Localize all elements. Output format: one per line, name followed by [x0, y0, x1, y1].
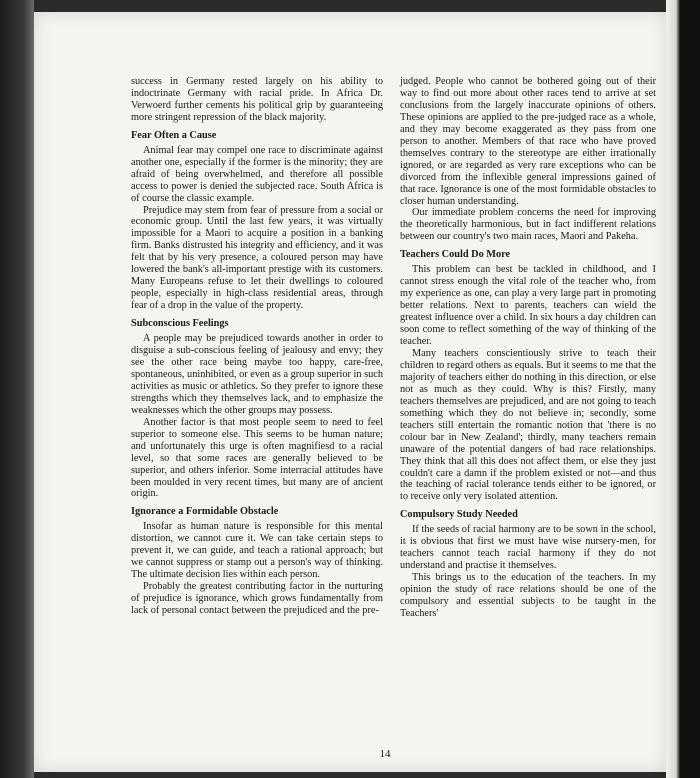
- scan-left-edge: [0, 0, 34, 778]
- section-heading-teachers: Teachers Could Do More: [400, 249, 511, 261]
- section-heading-fear: Fear Often a Cause: [131, 129, 217, 141]
- document-page: [34, 12, 666, 772]
- section-heading-subconscious: Subconscious Feelings: [131, 318, 229, 330]
- paragraph: Our immediate problem concerns the need for improving the theoretically harmonious, but in fact indifferent relations between our country's two main races, Maori and Pakeha.: [400, 207, 656, 243]
- paragraph: Another factor is that most people seem to need to feel superior to someone else. This seems to be human nature; and unfortunately this urge is often magnifiesd to a racial level, so that some races are generally believed to be superior, and others inferior. Some interracial attitudes have been moulded in very recent times, but many are of ancient origin.: [131, 416, 383, 500]
- paragraph: Many teachers conscientiously strive to teach their children to regard others as equals. But it seems to me that the majority of teachers either do nothing in this direction, or else not as much as they could. Why is this? Firstly, many teachers themselves are prejudiced, and are not going to teach something which they do not believe in; secondly, some teachers still entertain the romantic notion that 'there is no colour bar in New Zealand'; thirdly, many teachers remain unaware of the potential dangers of bad race relationships. They think that all this does not affect them, or else they just couldn't care a damn if the problem existed or not—and thus the teaching of racial tolerance tends either to be ignored, or to receive only very isolated attention.: [400, 347, 656, 503]
- paragraph: judged. People who cannot be bothered going out of their way to find out more about other races tend to arrive at set conclusions from the largely inaccurate opinions of others. These opinions are applied to the pre-judged race as a whole, and they may become exaggerated as they pass from one person to another. Members of that race who have proved themselves contrary to the stereotype are either irrationally ignored, or are regarded as very rare exceptions who can be divorced from the inflexible general impressions gained of that race. Ignorance is one of the most formidable obstacles to closer human understanding.: [400, 76, 656, 207]
- paragraph: Animal fear may compel one race to discriminate against another one, especially if the former is the minority; they are afraid of being overwhelmed, and therefore all possible access to power is denied the subjected race. South Africa is of course the classic example.: [131, 144, 383, 204]
- right-column: [400, 76, 656, 620]
- left-column: [131, 76, 383, 617]
- page-number: 14: [379, 748, 391, 760]
- paragraph: This brings us to the education of the teachers. In my opinion the study of race relations should be one of the compulsory and essential subjects to be taught in the Teachers': [400, 572, 656, 619]
- section-heading-ignorance: Ignorance a Formidable Obstacle: [131, 506, 279, 518]
- scan-right-edge: [666, 0, 700, 778]
- section-heading-compulsory: Compulsory Study Needed: [400, 509, 518, 521]
- paragraph: success in Germany rested largely on his ability to indoctrinate Germany with racial pride. In Africa Dr. Verwoerd further cements his political grip by guaranteeing more stringent repression of the black majority.: [131, 76, 383, 123]
- paragraph: A people may be prejudiced towards another in order to disguise a sub-conscious feeling of jealousy and envy; they see the other race being maybe too happy, care-free, spontaneous, uninhibited, or even as a group superior in such activities as music or athletics. So they prefer to ignore these strengths which they themselves lack, and to emphasize the weaknesses which the other groups may possess.: [131, 333, 383, 416]
- paragraph: This problem can best be tackled in childhood, and I cannot stress enough the vital role of the teacher who, from my experience as one, can play a very large part in promoting better relations. Next to parents, teachers can wield the greatest influence over a child. In six hours a day children can soon come to reflect something of the way of thinking of the teacher.: [400, 264, 656, 348]
- paragraph: Insofar as human nature is responsible for this mental distortion, we cannot cure it. We can take certain steps to prevent it, we can guide, and teach a rational approach; but we cannot suppress or stamp out a person's way of thinking. The ultimate decision lies within each person.: [131, 521, 383, 581]
- paragraph: Prejudice may stem from fear of pressure from a social or economic group. Until the last few years, it was virtually impossible for a Maori to acquire a position in a banking firm. Banks distrusted his integrity and efficiency, and it was felt that by his very presence, a coloured person may have lowered the bank's all-important prestige with its customers. Many Europeans refuse to let their dwellings to coloured people, especially in high-class residential areas, through fear of a drop in the value of the property.: [131, 204, 383, 312]
- paragraph: If the seeds of racial harmony are to be sown in the school, it is obvious that first we must have wise nursery-men, for teachers cannot teach racial harmony if they do not understand and practise it themselves.: [400, 524, 656, 572]
- paragraph: Probably the greatest contributing factor in the nurturing of prejudice is ignorance, which grows fundamentally from lack of personal contact between the prejudiced and the pre-: [131, 581, 383, 617]
